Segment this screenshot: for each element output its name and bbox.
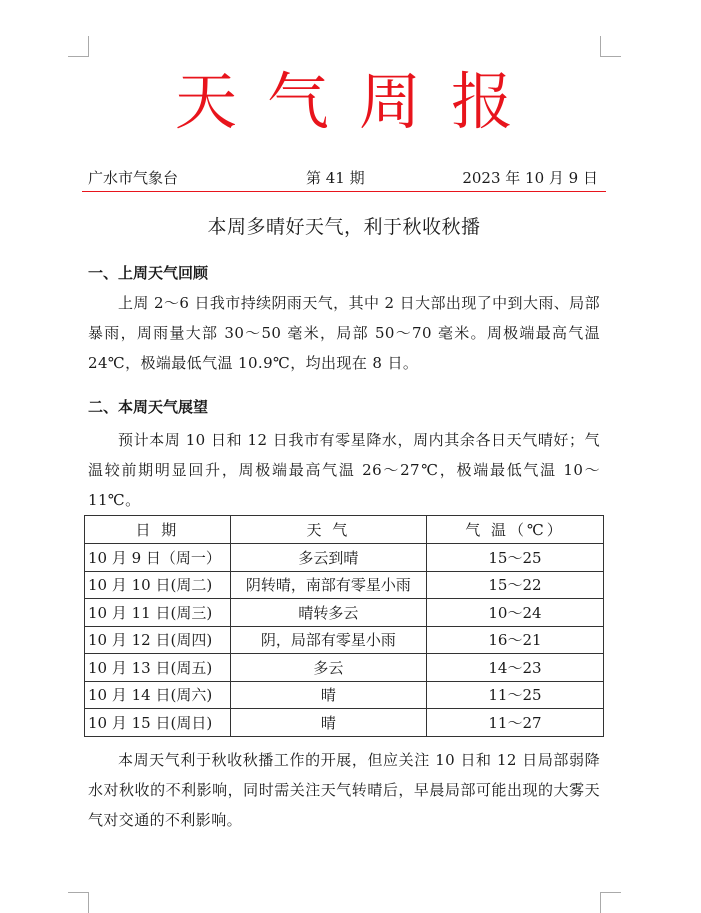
section-paragraph-review: 上周 2～6 日我市持续阴雨天气，其中 2 日大部出现了中到大雨、局部暴雨，周雨量大部 30～50 毫米，局部 50～70 毫米。周极端最高气温 24℃，极端最低气温 10.9℃，均出现在 8 日。	[88, 294, 600, 372]
date-cell: 10 月 10 日(周二)	[85, 571, 231, 599]
page-corner-mark-bottom-right	[600, 892, 621, 913]
table-row	[85, 681, 604, 709]
forecast-table	[84, 515, 604, 737]
page-corner-mark-top-left	[68, 36, 89, 57]
weather-cell: 多云	[230, 654, 426, 682]
weather-cell: 多云到晴	[230, 544, 426, 572]
section-paragraph-outlook: 预计本周 10 日和 12 日我市有零星降水，周内其余各日天气晴好；气温较前期明显回升，周极端最高气温 26～27℃，极端最低气温 10～11℃。	[88, 431, 600, 509]
issue-date: 2023 年 10 月 9 日	[462, 169, 598, 187]
table-row	[85, 599, 604, 627]
date-cell: 10 月 9 日（周一）	[85, 544, 231, 572]
table-row	[85, 571, 604, 599]
column-header-date: 日 期	[85, 516, 231, 544]
closing-paragraph: 本周天气利于秋收秋播工作的开展，但应关注 10 日和 12 日局部弱降水对秋收的不利影响，同时需关注天气转晴后，早晨局部可能出现的大雾天气对交通的不利影响。	[88, 751, 600, 829]
temperature-cell: 11～27	[426, 709, 603, 737]
date-cell: 10 月 12 日(周四)	[85, 626, 231, 654]
temperature-cell: 16～21	[426, 626, 603, 654]
issuer-name: 广水市气象台	[88, 169, 179, 187]
table-header-row	[85, 516, 604, 544]
masthead-divider	[82, 191, 606, 192]
weather-cell: 阴，局部有零星小雨	[230, 626, 426, 654]
date-cell: 10 月 14 日(周六)	[85, 681, 231, 709]
temperature-cell: 10～24	[426, 599, 603, 627]
weather-cell: 晴	[230, 709, 426, 737]
date-cell: 10 月 15 日(周日)	[85, 709, 231, 737]
weather-cell: 晴	[230, 681, 426, 709]
issue-info-line	[88, 167, 598, 189]
headline: 本周多晴好天气，利于秋收秋播	[207, 216, 481, 238]
section-heading-outlook: 二、本周天气展望	[88, 398, 209, 416]
page-corner-mark-top-right	[600, 36, 621, 57]
weather-cell: 阴转晴，南部有零星小雨	[230, 571, 426, 599]
table-row	[85, 626, 604, 654]
column-header-weather: 天 气	[230, 516, 426, 544]
date-cell: 10 月 13 日(周五)	[85, 654, 231, 682]
temperature-cell: 14～23	[426, 654, 603, 682]
issue-number: 第 41 期	[306, 169, 365, 187]
table-row	[85, 544, 604, 572]
table-row	[85, 654, 604, 682]
temperature-cell: 11～25	[426, 681, 603, 709]
column-header-temperature: 气 温（℃）	[426, 516, 603, 544]
weather-cell: 晴转多云	[230, 599, 426, 627]
temperature-cell: 15～25	[426, 544, 603, 572]
section-heading-review: 一、上周天气回顾	[88, 264, 209, 282]
temperature-cell: 15～22	[426, 571, 603, 599]
table-row	[85, 709, 604, 737]
page-corner-mark-bottom-left	[68, 892, 89, 913]
date-cell: 10 月 11 日(周三)	[85, 599, 231, 627]
masthead-title: 天气周报	[174, 65, 543, 138]
